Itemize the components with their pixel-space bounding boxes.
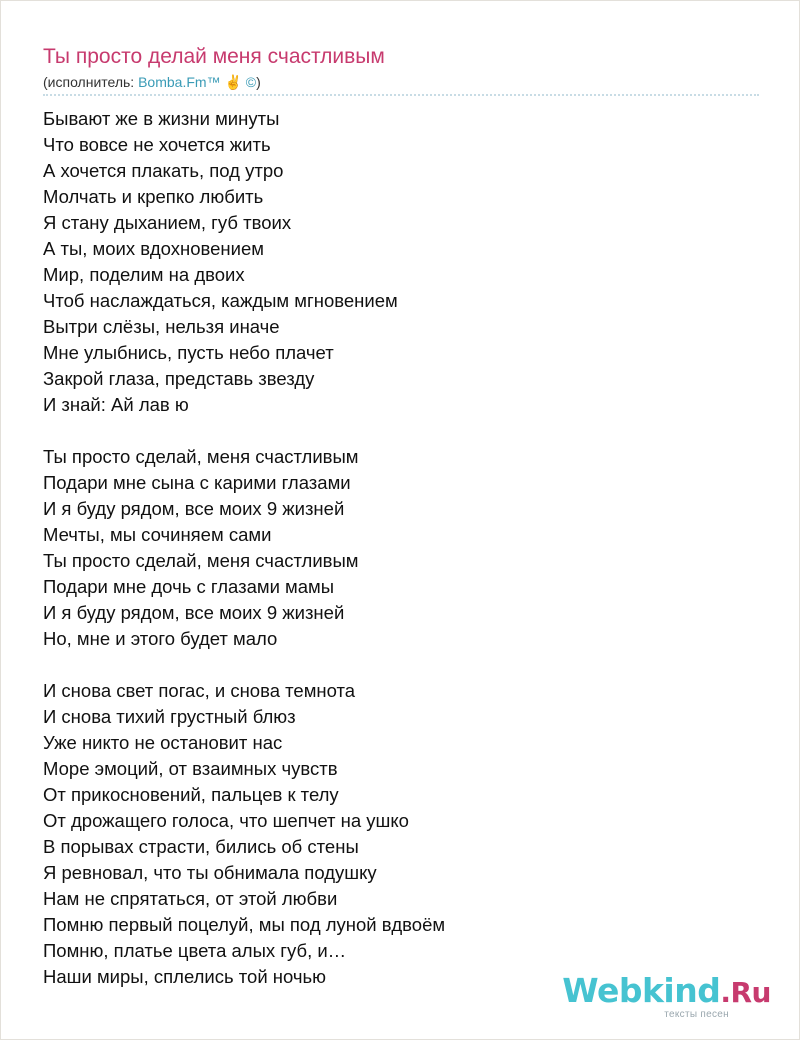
- lyrics-line: Ты просто сделай, меня счастливым: [43, 550, 359, 571]
- song-title: Ты просто делай меня счастливым: [43, 45, 385, 68]
- lyrics-line: А хочется плакать, под утро: [43, 160, 284, 181]
- lyrics-line: В порывах страсти, бились об стены: [43, 836, 359, 857]
- lyrics-line: И снова тихий грустный блюз: [43, 706, 296, 727]
- artist-link[interactable]: Bomba.Fm™ ✌ ©: [138, 74, 257, 90]
- lyrics-stanza: [43, 444, 763, 652]
- lyrics-line: И снова свет погас, и снова темнота: [43, 680, 356, 701]
- artist-suffix: ): [256, 74, 261, 90]
- lyrics-line: Молчать и крепко любить: [43, 186, 264, 207]
- lyrics-line: Подари мне сына с карими глазами: [43, 472, 351, 493]
- lyrics-line: Закрой глаза, представь звезду: [43, 368, 315, 389]
- lyrics-line: А ты, моих вдохновением: [43, 238, 264, 259]
- lyrics-line: Но, мне и этого будет мало: [43, 628, 278, 649]
- lyrics-line: И я буду рядом, все моих 9 жизней: [43, 498, 345, 519]
- lyrics-stanza: [43, 678, 763, 990]
- logo-tagline: тексты песен: [664, 1009, 729, 1020]
- lyrics-line: Я ревновал, что ты обнимала подушку: [43, 862, 377, 883]
- lyrics-line: Что вовсе не хочется жить: [43, 134, 271, 155]
- lyrics-line: Мир, поделим на двоих: [43, 264, 245, 285]
- lyrics-line: Ты просто сделай, меня счастливым: [43, 446, 359, 467]
- lyrics-line: Уже никто не остановит нас: [43, 732, 283, 753]
- lyrics-line: Вытри слёзы, нельзя иначе: [43, 316, 280, 337]
- lyrics-line: Помню, платье цвета алых губ, и…: [43, 940, 347, 961]
- lyrics-line: Подари мне дочь с глазами мамы: [43, 576, 335, 597]
- logo-brand: Webkind: [562, 971, 721, 1010]
- lyrics-line: Море эмоций, от взаимных чувств: [43, 758, 338, 779]
- logo-tld: .Ru: [720, 976, 771, 1009]
- artist-line: [43, 74, 261, 91]
- lyrics-line: От прикосновений, пальцев к телу: [43, 784, 339, 805]
- lyrics-line: И я буду рядом, все моих 9 жизней: [43, 602, 345, 623]
- lyrics-line: От дрожащего голоса, что шепчет на ушко: [43, 810, 409, 831]
- webkind-logo: [562, 973, 771, 1011]
- lyrics-body: [43, 106, 763, 1016]
- lyrics-line: Наши миры, сплелись той ночью: [43, 966, 327, 987]
- watermark: [562, 973, 771, 1020]
- lyrics-line: Мне улыбнись, пусть небо плачет: [43, 342, 334, 363]
- lyrics-line: Чтоб наслаждаться, каждым мгновением: [43, 290, 398, 311]
- lyrics-line: Помню первый поцелуй, мы под луной вдвоём: [43, 914, 446, 935]
- lyrics-line: Нам не спрятаться, от этой любви: [43, 888, 338, 909]
- lyrics-line: Бывают же в жизни минуты: [43, 108, 280, 129]
- lyrics-line: Я стану дыханием, губ твоих: [43, 212, 292, 233]
- dotted-divider: [43, 94, 759, 96]
- artist-prefix: (исполнитель:: [43, 74, 139, 90]
- lyrics-stanza: [43, 106, 763, 418]
- lyrics-line: Мечты, мы сочиняем сами: [43, 524, 272, 545]
- lyrics-line: И знай: Ай лав ю: [43, 394, 189, 415]
